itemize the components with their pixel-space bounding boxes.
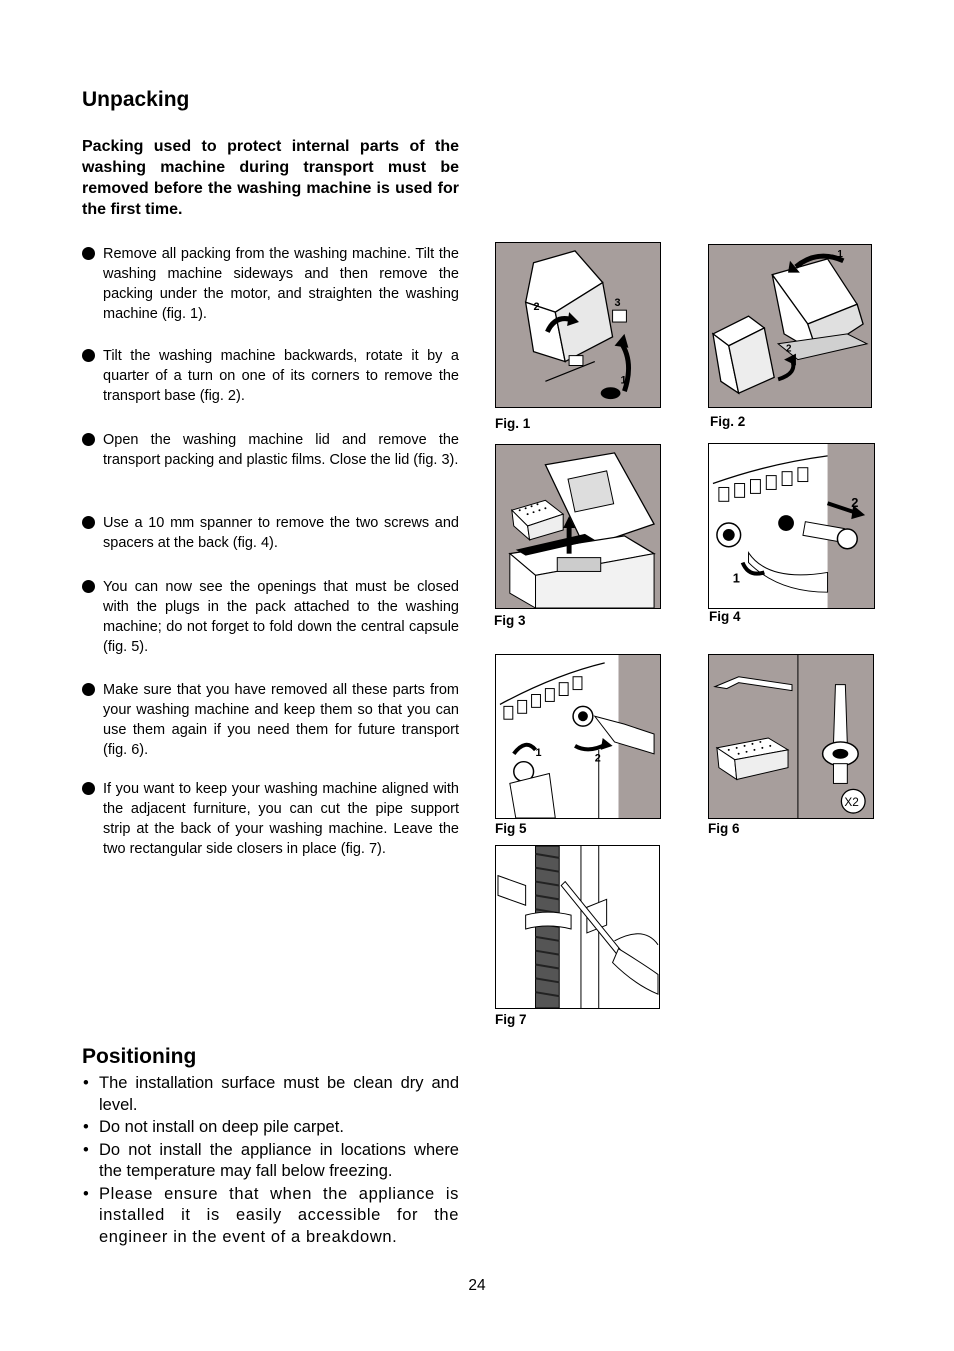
figure-1-caption: Fig. 1 — [495, 416, 531, 431]
unpacking-step-7 — [82, 779, 459, 859]
positioning-list — [82, 1073, 459, 1249]
step-text: If you want to keep your washing machine aligned with the adjacent furniture, you can cut the pipe support strip at the back of your washing machine. Leave the two rectangular side closers in place (fig. 7). — [103, 781, 459, 857]
unpacking-step-1 — [82, 244, 459, 324]
figure-2-illustration — [708, 244, 872, 408]
fig6-label-x2: X2 — [844, 795, 859, 810]
fig4-label-2: 2 — [851, 495, 859, 511]
item-text: Please ensure that when the appliance is installed it is easily accessible for the engineer in the event of a breakdown. — [99, 1184, 459, 1246]
page-number: 24 — [468, 1277, 486, 1294]
item-text: Do not install the appliance in locations where the temperature may fall below freezing. — [99, 1140, 459, 1180]
figure-5-illustration — [495, 654, 661, 819]
figure-7-caption: Fig 7 — [495, 1012, 527, 1027]
step-text: Tilt the washing machine backwards, rotate it by a quarter of a turn on one of its corners to remove the transport base (fig. 2). — [103, 348, 459, 404]
fig2-label-2: 2 — [786, 343, 792, 355]
positioning-item-3 — [82, 1140, 459, 1183]
figure-1-illustration — [495, 242, 661, 408]
unpacking-step-3 — [82, 430, 459, 470]
bullet-dot — [82, 516, 95, 529]
item-text: The installation surface must be clean dry and level. — [99, 1074, 459, 1114]
bullet-dot — [82, 433, 95, 446]
fig1-label-3: 3 — [614, 297, 621, 310]
unpacking-step-4 — [82, 513, 459, 553]
fig2-label-1: 1 — [837, 248, 843, 260]
bullet: • — [83, 1074, 89, 1092]
unpacking-step-2 — [82, 346, 459, 406]
bullet: • — [83, 1140, 89, 1159]
step-text: Use a 10 mm spanner to remove the two screws and spacers at the back (fig. 4). — [103, 515, 459, 551]
figure-7-illustration — [495, 845, 660, 1009]
fig1-label-2: 2 — [533, 301, 540, 314]
positioning-heading: Positioning — [82, 1045, 197, 1068]
step-text: You can now see the openings that must be closed with the plugs in the pack attached to the washing machine; do not forget to fold down the central capsule (fig. 5). — [103, 579, 459, 655]
unpacking-intro: Packing used to protect internal parts of the washing machine during transport must be removed before the washing machine is used for the first time. — [82, 138, 459, 218]
item-text: Do not install on deep pile carpet. — [99, 1118, 344, 1136]
bullet-dot — [82, 580, 95, 593]
fig5-label-2: 2 — [594, 752, 601, 765]
step-text: Open the washing machine lid and remove the transport packing and plastic films. Close the lid (fig. 3). — [103, 432, 459, 468]
fig4-label-1: 1 — [732, 570, 740, 586]
figure-3-caption: Fig 3 — [494, 613, 526, 628]
bullet: • — [83, 1184, 90, 1203]
step-text: Remove all packing from the washing machine. Tilt the washing machine sideways and then remove the packing under the motor, and straighten the washing machine (fig. 1). — [103, 246, 459, 322]
unpacking-heading: Unpacking — [82, 88, 190, 111]
figure-6-illustration — [708, 654, 874, 819]
bullet-dot — [82, 782, 95, 795]
bullet-dot — [82, 247, 95, 260]
fig1-label-1: 1 — [620, 374, 627, 387]
unpacking-step-5 — [82, 577, 459, 657]
fig5-label-1: 1 — [535, 746, 542, 759]
positioning-item-1 — [82, 1073, 459, 1116]
figure-2-caption: Fig. 2 — [710, 414, 746, 429]
figure-5-caption: Fig 5 — [495, 821, 527, 836]
figure-4-caption: Fig 4 — [709, 609, 741, 624]
figure-6-caption: Fig 6 — [708, 821, 740, 836]
figure-4-illustration — [708, 443, 875, 609]
step-text: Make sure that you have removed all these parts from your washing machine and keep them so that you can use them again if you need them for future transport (fig. 6). — [103, 682, 459, 758]
bullet: • — [83, 1118, 89, 1136]
bullet-dot — [82, 683, 95, 696]
unpacking-step-6 — [82, 680, 459, 760]
figure-3-illustration — [495, 444, 661, 609]
positioning-item-2 — [82, 1117, 459, 1139]
bullet-dot — [82, 349, 95, 362]
positioning-item-4 — [82, 1184, 459, 1249]
